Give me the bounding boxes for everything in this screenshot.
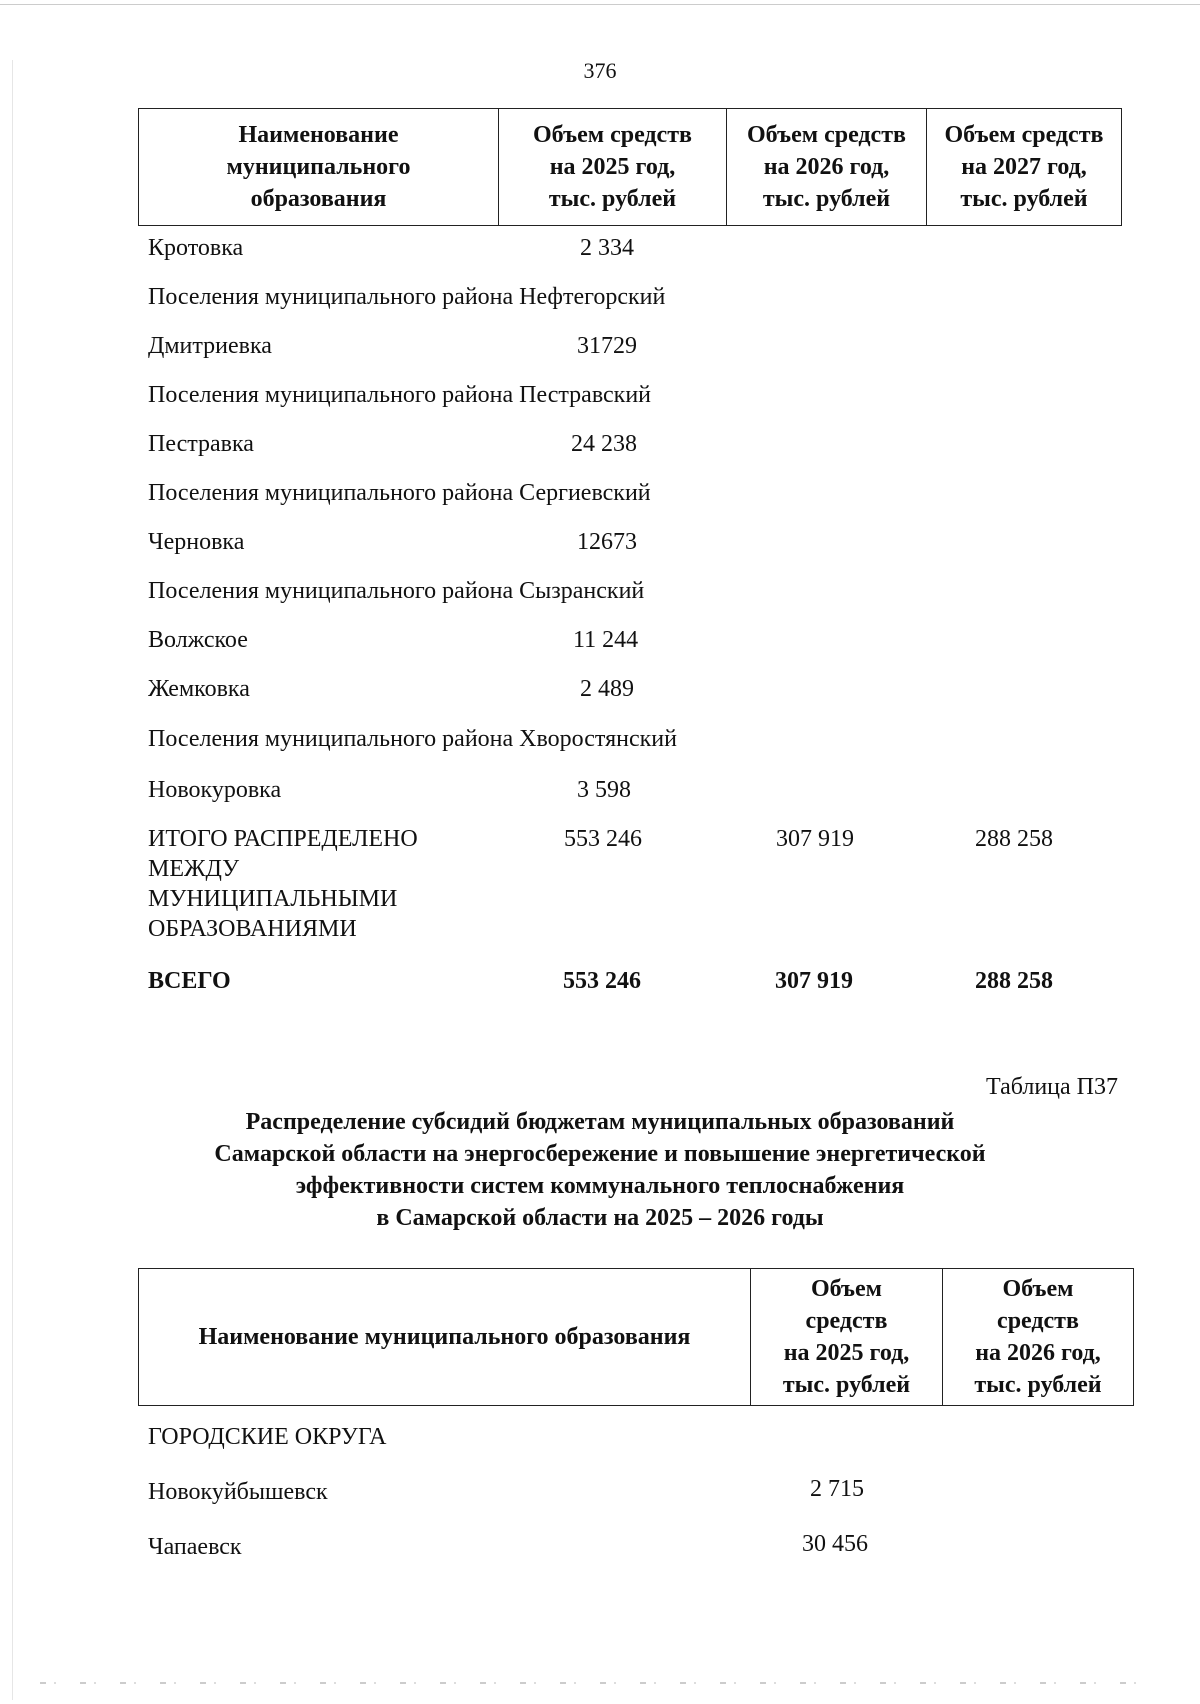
table1-header-name	[139, 109, 499, 225]
table1-itogo-2027: 288 258	[975, 826, 1053, 852]
table1-group-name: Поселения муниципального района Хворостянский	[148, 726, 677, 752]
table1-row-value-2025: 3 598	[577, 777, 631, 803]
header-line: тыс. рублей	[782, 1372, 911, 1398]
table1-row-name: Новокуровка	[148, 777, 282, 803]
table1-row-name: Дмитриевка	[148, 333, 272, 359]
table1-group-name: Поселения муниципального района Сергиевский	[148, 480, 651, 506]
table1-row-value-2025: 2 489	[580, 676, 634, 702]
table2-row-name: Новокуйбышевск	[148, 1479, 328, 1505]
header-line: средств	[997, 1308, 1079, 1334]
table1-vsego-2025: 553 246	[563, 968, 641, 994]
table1-row-name: Жемковка	[148, 676, 250, 702]
table1-itogo-2025: 553 246	[564, 826, 642, 852]
table1-group-name: Поселения муниципального района Нефтегорский	[148, 284, 666, 310]
itogo-line: МЕЖДУ	[148, 856, 240, 882]
title-line: Распределение субсидий бюджетам муниципальных образований	[245, 1109, 955, 1135]
table1-itogo-2026: 307 919	[776, 826, 854, 852]
table2-caption: Таблица П37	[986, 1074, 1118, 1100]
title-line: Самарской области на энергосбережение и повышение энергетической	[214, 1141, 986, 1167]
table2-header-2025	[751, 1269, 943, 1405]
header-line: тыс. рублей	[762, 186, 891, 212]
header-line: Объем средств	[944, 122, 1104, 148]
table1-row-value-2025: 2 334	[580, 235, 634, 261]
table2-header-2026	[943, 1269, 1133, 1405]
header-line: тыс. рублей	[974, 1372, 1102, 1398]
header-line: Наименование муниципального образования	[198, 1324, 691, 1350]
table1-row-value-2025: 24 238	[571, 431, 637, 457]
header-line: Объем средств	[747, 122, 906, 148]
header-line: на 2025 год,	[549, 154, 676, 180]
table1-row-name: Волжское	[148, 627, 248, 653]
scan-edge-left	[12, 60, 13, 1700]
table2-title	[0, 1106, 1200, 1234]
table1-row-name: Кротовка	[148, 235, 244, 261]
header-line: Объем	[1002, 1276, 1074, 1302]
table1-row-value-2025: 12673	[577, 529, 637, 555]
table1-vsego-name: ВСЕГО	[148, 968, 231, 994]
header-line: тыс. рублей	[548, 186, 677, 212]
scan-noise	[40, 1682, 1140, 1684]
header-line: Объем	[810, 1276, 883, 1302]
table1-group-name: Поселения муниципального района Пестравский	[148, 382, 652, 408]
table1-itogo-name	[148, 824, 418, 944]
scan-edge-top	[0, 4, 1200, 5]
table1-row-name: Черновка	[148, 529, 245, 555]
header-line: средств	[805, 1308, 888, 1334]
table1-row-name: Пестравка	[148, 431, 254, 457]
table1-vsego-2026: 307 919	[775, 968, 853, 994]
header-line: Объем средств	[533, 122, 692, 148]
header-line: на 2026 год,	[975, 1340, 1101, 1366]
title-line: эффективности систем коммунального теплоснабжения	[295, 1173, 905, 1199]
table1-row-value-2025: 31729	[577, 333, 637, 359]
table1-group-name: Поселения муниципального района Сызранский	[148, 578, 645, 604]
table1-header-2026	[727, 109, 927, 225]
header-line: на 2025 год,	[783, 1340, 910, 1366]
table1-header-2027	[927, 109, 1121, 225]
table1-row-value-2025: 11 244	[573, 627, 639, 653]
table2-header	[138, 1268, 1134, 1406]
header-line: на 2027 год,	[961, 154, 1087, 180]
header-line: муниципального	[226, 154, 411, 180]
itogo-line: МУНИЦИПАЛЬНЫМИ	[148, 886, 398, 912]
page-number: 376	[583, 58, 617, 83]
table2-row-value-2025: 2 715	[810, 1476, 864, 1502]
table2-header-name	[139, 1269, 751, 1405]
table2-row-value-2025: 30 456	[802, 1531, 868, 1557]
header-line: тыс. рублей	[960, 186, 1088, 212]
header-line: образования	[250, 186, 387, 212]
table2-row-name: Чапаевск	[148, 1534, 242, 1560]
table1-header	[138, 108, 1122, 226]
header-line: на 2026 год,	[763, 154, 890, 180]
itogo-line: ОБРАЗОВАНИЯМИ	[148, 916, 357, 942]
table1-vsego-2027: 288 258	[975, 968, 1053, 994]
itogo-line: ИТОГО РАСПРЕДЕЛЕНО	[148, 826, 418, 852]
table1-header-2025	[499, 109, 727, 225]
table2-group-name: ГОРОДСКИЕ ОКРУГА	[148, 1424, 387, 1450]
header-line: Наименование	[238, 122, 399, 148]
title-line: в Самарской области на 2025 – 2026 годы	[376, 1205, 824, 1231]
